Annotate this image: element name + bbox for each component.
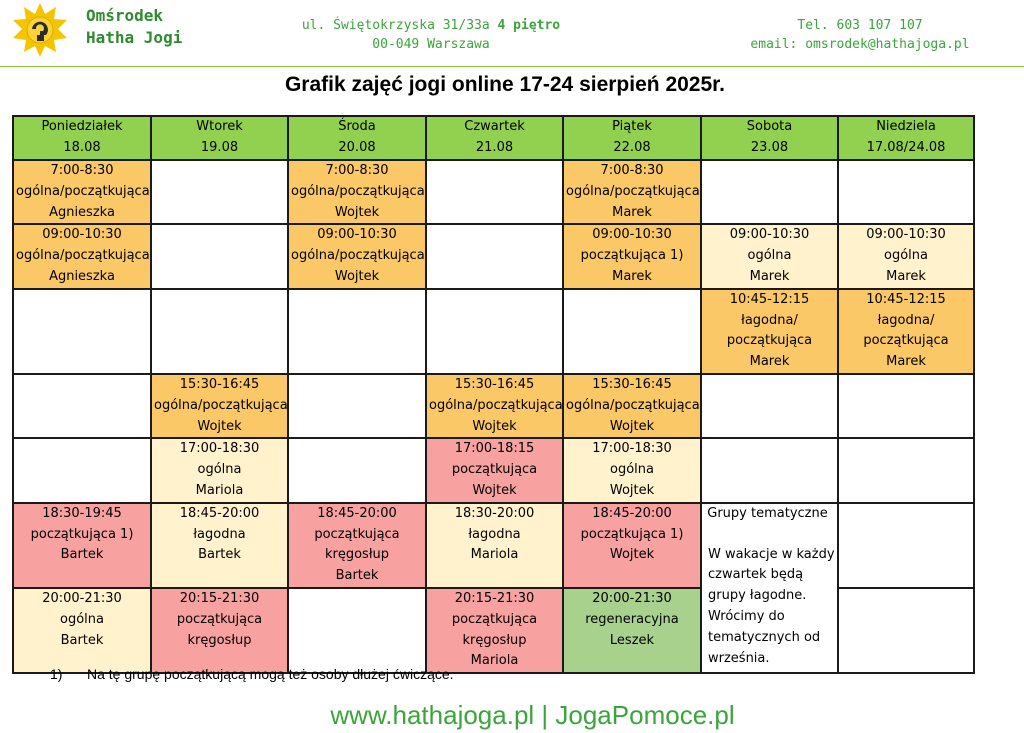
website-links: www.hathajoga.pl | JogaPomoce.pl [330,700,735,730]
empty-slot [838,438,974,502]
class-slot: 7:00-8:30 ogólna/początkująca Agnieszka [13,160,151,224]
table-row [13,503,974,588]
empty-slot [838,588,974,673]
empty-slot [288,438,426,502]
address-floor: 4 piętro [497,18,561,33]
address-street: ul. Świętokrzyska 31/33a [301,18,490,33]
footnote-text: Na tę grupę początkującą mogą też osoby dłużej ćwiczące. [87,666,454,682]
empty-slot [13,374,151,438]
table-row [13,224,974,288]
empty-slot [426,224,563,288]
day-header-wednesday: Środa 20.08 [288,116,426,160]
class-slot: 09:00-10:30 początkująca 1) Marek [563,224,701,288]
class-slot: 17:00-18:30 ogólna Mariola [151,438,288,502]
schedule-table [12,115,975,674]
table-row [13,438,974,502]
empty-slot [13,438,151,502]
day-header-thursday: Czwartek 21.08 [426,116,563,160]
address-city: 00-049 Warszawa [372,37,490,52]
table-header-row [13,116,974,160]
contact-block [700,16,1020,54]
empty-slot [701,438,838,502]
brand-line-1: Omśrodek [86,6,164,25]
class-slot: 15:30-16:45 ogólna/początkująca Wojtek [426,374,563,438]
page-title: Grafik zajęć jogi online 17-24 sierpień 2025r. [284,73,726,96]
day-header-tuesday: Wtorek 19.08 [151,116,288,160]
empty-slot [838,374,974,438]
empty-slot [701,160,838,224]
class-slot: 15:30-16:45 ogólna/początkująca Wojtek [563,374,701,438]
class-slot: 10:45-12:15 łagodna/ początkująca Marek [838,289,974,374]
empty-slot [701,374,838,438]
empty-slot [288,588,426,673]
brand-line-2: Hatha Jogi [86,28,183,47]
class-slot: 09:00-10:30 ogólna/początkująca Agnieszka [13,224,151,288]
class-slot: 20:15-21:30 początkująca kręgosłup [151,588,288,673]
empty-slot [151,160,288,224]
page-header [0,0,1024,66]
note-body: W wakacje w każdy czwartek będą grupy łagodne. Wrócimy do tematycznych od września. [708,546,835,666]
sun-logo-icon [12,2,68,58]
class-slot: 20:15-21:30 początkująca kręgosłup Mariola [426,588,563,673]
class-slot: 17:00-18:30 ogólna Wojtek [563,438,701,502]
class-slot: 09:00-10:30 ogólna/początkująca Wojtek [288,224,426,288]
class-slot: 18:45-20:00 początkująca kręgosłup Bartek [288,503,426,588]
class-slot: 7:00-8:30 ogólna/początkująca Wojtek [288,160,426,224]
class-slot: 09:00-10:30 ogólna Marek [838,224,974,288]
table-row [13,160,974,224]
day-header-saturday: Sobota 23.08 [701,116,838,160]
class-slot: 10:45-12:15 łagodna/ początkująca Marek [701,289,838,374]
class-slot: 18:30-20:00 łagodna Mariola [426,503,563,588]
brand-name [86,5,182,49]
empty-slot [151,224,288,288]
empty-slot [563,289,701,374]
class-slot: 17:00-18:15 początkująca Wojtek [426,438,563,502]
table-row [13,374,974,438]
empty-slot [426,160,563,224]
day-header-friday: Piątek 22.08 [563,116,701,160]
table-row [13,289,974,374]
empty-slot [288,374,426,438]
empty-slot [288,289,426,374]
empty-slot [13,289,151,374]
empty-slot [151,289,288,374]
class-slot: 18:45-20:00 początkująca 1) Wojtek [563,503,701,588]
empty-slot [838,160,974,224]
class-slot: 20:00-21:30 ogólna Bartek [13,588,151,673]
thematic-groups-note [701,503,838,673]
phone-number: Tel. 603 107 107 [797,18,923,33]
class-slot: 7:00-8:30 ogólna/początkująca Marek [563,160,701,224]
email-address: email: omsrodek@hathajoga.pl [750,37,970,52]
header-divider [0,66,1024,67]
address-block [300,16,562,54]
footnote-number: 1) [50,666,63,682]
class-slot: 15:30-16:45 ogólna/początkująca Wojtek [151,374,288,438]
day-header-monday: Poniedziałek 18.08 [13,116,151,160]
class-slot: 18:30-19:45 początkująca 1) Bartek [13,503,151,588]
class-slot: 09:00-10:30 ogólna Marek [701,224,838,288]
empty-slot [838,503,974,588]
note-title: Grupy tematyczne [707,505,828,521]
empty-slot [426,289,563,374]
footnote [50,666,454,682]
class-slot: 18:45-20:00 łagodna Bartek [151,503,288,588]
class-slot: 20:00-21:30 regeneracyjna Leszek [563,588,701,673]
day-header-sunday: Niedziela 17.08/24.08 [838,116,974,160]
